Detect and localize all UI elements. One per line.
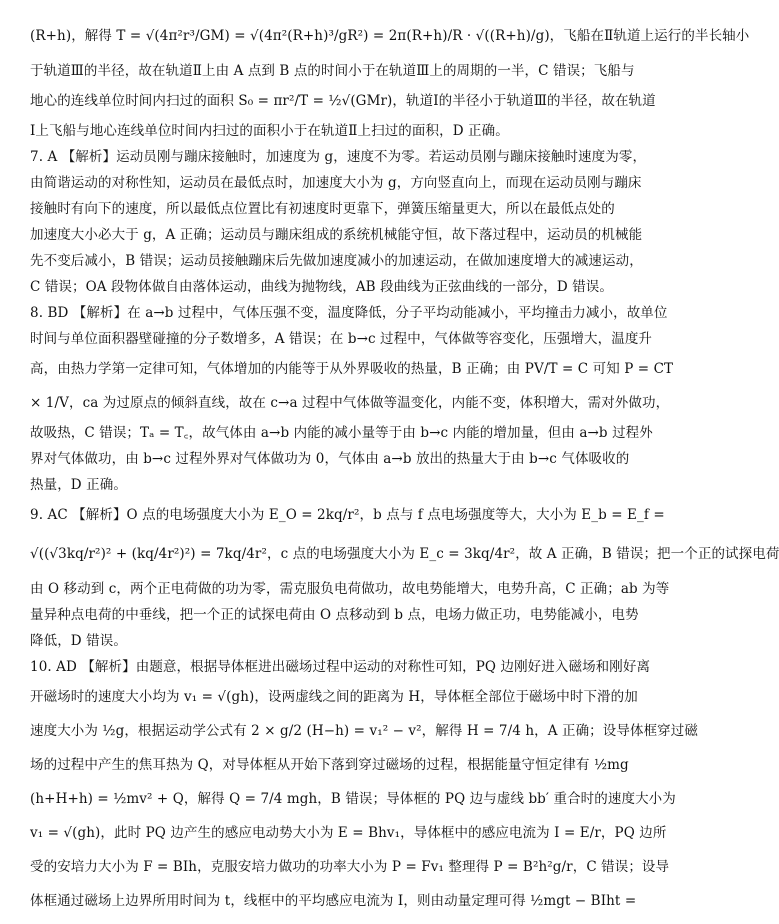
text-line: 场的过程中产生的焦耳热为 Q，对导体框从开始下落到穿过磁场的过程，根据能量守恒定律有 ½mg <box>30 757 629 773</box>
text-line: 受的安培力大小为 F = BIh，克服安培力做功的功率大小为 P = Fv₁ 整理得 P = B²h²g/r，C 错误；设导 <box>30 859 670 875</box>
question-8-line: 8. BD 【解析】在 a→b 过程中，气体压强不变，温度降低，分子平均动能减小，平均撞击力减小，故单位 <box>30 305 668 321</box>
text-line: 界对气体做功，由 b→c 过程外界对气体做功为 0，气体由 a→b 放出的热量大于由 b→c 气体吸收的 <box>30 451 630 467</box>
question-10-line: 10. AD 【解析】由题意，根据导体框进出磁场过程中运动的对称性可知，PQ 边刚好进入磁场和刚好离 <box>30 659 651 675</box>
text-line: 接触时有向下的速度，所以最低点位置比有初速度时更靠下，弹簧压缩量更大，所以在最低点处的 <box>30 201 615 217</box>
text-line: 热量，D 正确。 <box>30 477 127 493</box>
text-line: 于轨道Ⅲ的半径，故在轨道Ⅱ上由 A 点到 B 点的时间小于在轨道Ⅲ上的周期的一半，C 错误；飞船与 <box>30 63 635 79</box>
text-line: (h+H+h) = ½mv² + Q，解得 Q = 7/4 mgh，B 错误；导体框的 PQ 边与虚线 bb′ 重合时的速度大小为 <box>30 791 676 807</box>
text-line: 故吸热，C 错误；Tₐ = T꜀，故气体由 a→b 内能的减小量等于由 b→c 内能的增加量，但由 a→b 过程外 <box>30 425 653 441</box>
text-line: Ⅰ上飞船与地心连线单位时间内扫过的面积小于在轨道Ⅱ上扫过的面积，D 正确。 <box>30 123 509 139</box>
text-line: 量异种点电荷的中垂线，把一个正的试探电荷由 O 点移动到 b 点，电场力做正功，电势能减小，电势 <box>30 607 639 623</box>
text-line: (R+h)，解得 T = √(4π²r³/GM) = √(4π²(R+h)³/gR²) = 2π(R+h)/R · √((R+h)/g)，飞船在Ⅱ轨道上运行的半长轴小 <box>30 28 750 44</box>
text-line: C 错误；OA 段物体做自由落体运动，曲线为抛物线，AB 段曲线为正弦曲线的一部分，D 错误。 <box>30 279 614 295</box>
text-line: v₁ = √(gh)，此时 PQ 边产生的感应电动势大小为 E = Bhv₁，导体框中的感应电流为 I = E/r，PQ 边所 <box>30 825 667 841</box>
text-line: 先不变后减小，B 错误；运动员接触蹦床后先做加速度减小的加速运动，在做加速度增大的减速运动， <box>30 253 643 269</box>
text-line: 加速度大小必大于 g，A 正确；运动员与蹦床组成的系统机械能守恒，故下落过程中，运动员的机械能 <box>30 227 643 243</box>
text-line: 由简谐运动的对称性知，运动员在最低点时，加速度大小为 g，方向竖直向上，而现在运动员刚与蹦床 <box>30 175 642 191</box>
text-line: 降低，D 错误。 <box>30 633 127 649</box>
question-9-line: 9. AC 【解析】O 点的电场强度大小为 E_O = 2kq/r²，b 点与 f 点电场强度等大，大小为 E_b = E_f = <box>30 507 665 523</box>
text-line: 体框通过磁场上边界所用时间为 t，线框中的平均感应电流为 I，则由动量定理可得 ½mgt − BIht = <box>30 893 637 909</box>
text-line: 时间与单位面积器壁碰撞的分子数增多，A 错误；在 b→c 过程中，气体做等容变化，压强增大，温度升 <box>30 331 653 347</box>
text-line: 高，由热力学第一定律可知，气体增加的内能等于从外界吸收的热量，B 正确；由 PV/T = C 可知 P = CT <box>30 361 674 377</box>
text-line: 开磁场时的速度大小均为 v₁ = √(gh)，设两虚线之间的距离为 H，导体框全部位于磁场中时下滑的加 <box>30 689 638 705</box>
question-7-line: 7. A 【解析】运动员刚与蹦床接触时，加速度为 g，速度不为零。若运动员刚与蹦床接触时速度为零， <box>30 149 647 165</box>
text-line: 速度大小为 ½g，根据运动学公式有 2 × g/2 (H−h) = v₁² − v²，解得 H = 7/4 h，A 正确；设导体框穿过磁 <box>30 723 698 739</box>
text-line: 地心的连线单位时间内扫过的面积 S₀ = πr²/T = ½√(GMr)，轨道Ⅰ的半径小于轨道Ⅲ的半径，故在轨道 <box>30 93 656 109</box>
text-line: 由 O 移动到 c，两个正电荷做的功为零，需克服负电荷做功，故电势能增大，电势升高，C 正确；ab 为等 <box>30 581 670 597</box>
text-line: × 1/V，ca 为过原点的倾斜直线，故在 c→a 过程中气体做等温变化，内能不变，体积增大，需对外做功， <box>30 395 670 411</box>
text-line: √((√3kq/r²)² + (kq/4r²)²) = 7kq/4r²，c 点的电场强度大小为 E_c = 3kq/4r²，故 A 正确，B 错误；把一个正的试探电荷 <box>30 546 779 562</box>
